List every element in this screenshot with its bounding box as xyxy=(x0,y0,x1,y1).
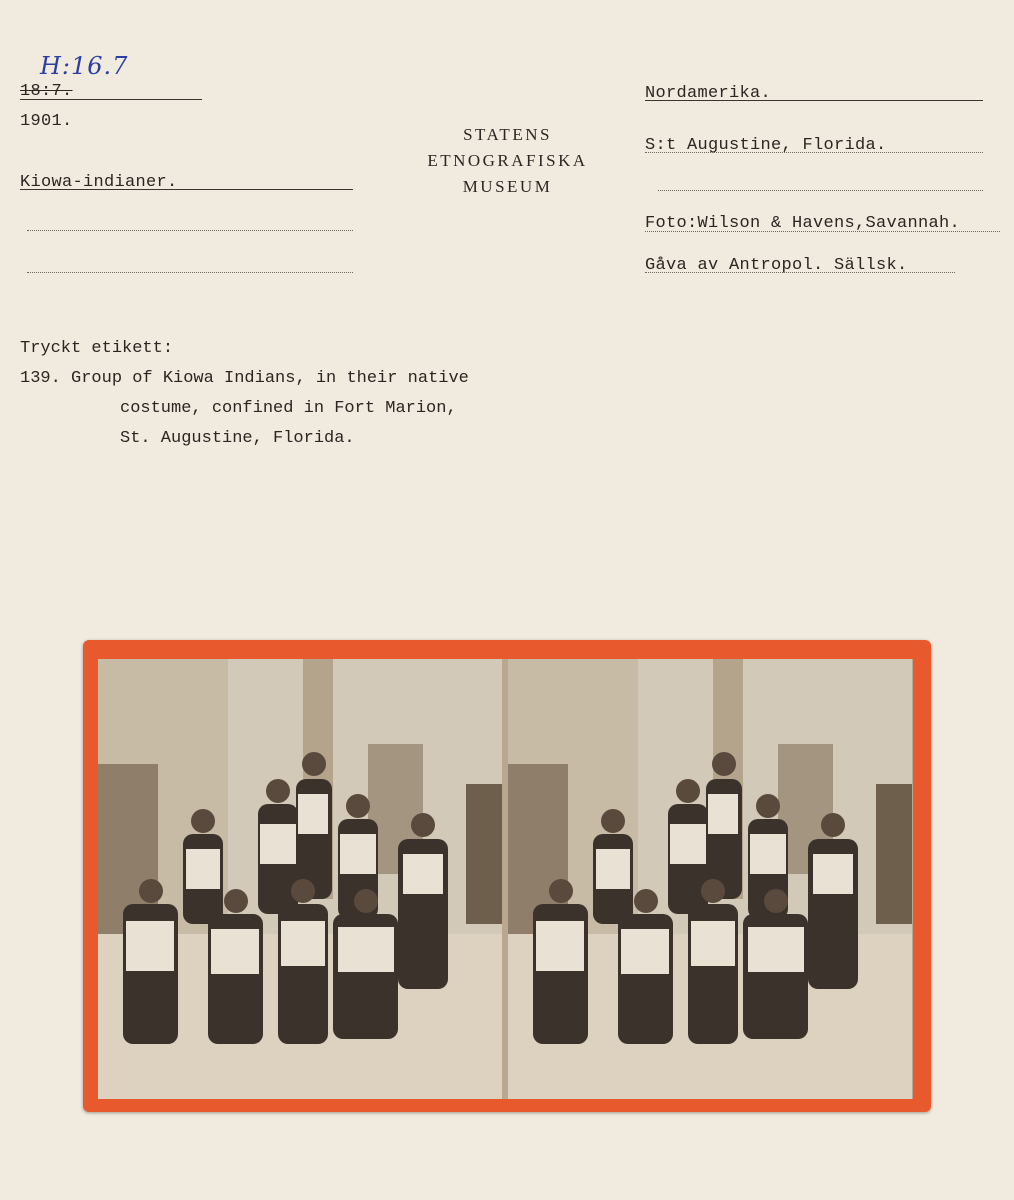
donor-field: Gåva av Antropol. Sällsk. xyxy=(645,256,908,275)
stereograph-mount xyxy=(98,659,913,1099)
printed-label-block xyxy=(20,334,469,454)
struck-catalog-number: 18:7. xyxy=(20,82,73,101)
museum-header xyxy=(395,122,620,200)
stereograph-card xyxy=(83,640,931,1112)
photographer-dotted-line xyxy=(645,231,1000,232)
people-underline xyxy=(20,189,353,190)
handwritten-catalog-number: H:16.7 xyxy=(40,52,129,80)
region-field: Nordamerika. xyxy=(645,84,772,103)
donor-dotted-line xyxy=(645,272,955,273)
printed-label-line-1: 139. Group of Kiowa Indians, in their native xyxy=(20,369,469,388)
printed-label-line-2: costume, confined in Fort Marion, xyxy=(120,399,457,418)
blank-dotted-line xyxy=(658,190,983,191)
photographer-field: Foto:Wilson & Havens,Savannah. xyxy=(645,214,961,233)
region-underline xyxy=(645,100,983,101)
year-field: 1901. xyxy=(20,112,73,131)
blank-dotted-line xyxy=(27,230,353,231)
group-photo-image xyxy=(508,659,912,1099)
printed-label-line-3: St. Augustine, Florida. xyxy=(120,429,355,448)
museum-line-1: STATENS xyxy=(463,125,552,144)
number-underline xyxy=(20,99,202,100)
museum-line-3: MUSEUM xyxy=(462,177,553,196)
stereo-photo-right xyxy=(508,659,912,1099)
people-field: Kiowa-indianer. xyxy=(20,173,178,192)
museum-line-2: ETNOGRAFISKA xyxy=(427,151,588,170)
group-photo-image xyxy=(98,659,502,1099)
printed-label-heading: Tryckt etikett: xyxy=(20,339,174,358)
blank-dotted-line xyxy=(27,272,353,273)
place-field: S:t Augustine, Florida. xyxy=(645,136,887,155)
stereo-photo-left xyxy=(98,659,502,1099)
place-dotted-line xyxy=(645,152,983,153)
